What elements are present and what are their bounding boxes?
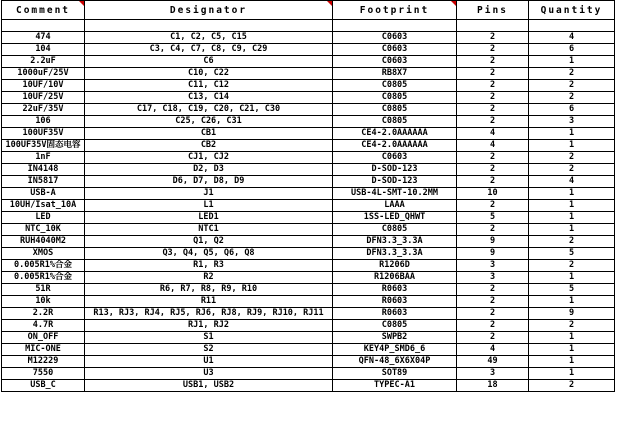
- cell-comment[interactable]: 474: [2, 32, 85, 44]
- cell-footprint[interactable]: C0603: [333, 44, 457, 56]
- column-header-comment[interactable]: [2, 1, 85, 20]
- cell-designator[interactable]: D2, D3: [85, 164, 333, 176]
- cell-pins[interactable]: 2: [457, 308, 529, 320]
- cell-comment[interactable]: 100UF35V固态电容: [2, 140, 85, 152]
- cell-footprint[interactable]: R0603: [333, 284, 457, 296]
- cell-note-marker-icon: [451, 1, 456, 6]
- cell-pins[interactable]: 4: [457, 128, 529, 140]
- table-row: [2, 248, 615, 260]
- cell-comment[interactable]: 0.005R1%合金: [2, 260, 85, 272]
- cell-designator[interactable]: C13, C14: [85, 92, 333, 104]
- cell-comment[interactable]: 1000uF/25V: [2, 68, 85, 80]
- table-row: [2, 320, 615, 332]
- cell-comment[interactable]: XMOS: [2, 248, 85, 260]
- cell-quantity[interactable]: 2: [529, 80, 615, 92]
- cell-designator[interactable]: R2: [85, 272, 333, 284]
- cell-quantity[interactable]: 1: [529, 272, 615, 284]
- cell-pins[interactable]: 3: [457, 368, 529, 380]
- table-row: [2, 200, 615, 212]
- cell-footprint[interactable]: 1SS-LED_QHWT: [333, 212, 457, 224]
- table-row: [2, 140, 615, 152]
- cell-comment[interactable]: MIC-ONE: [2, 344, 85, 356]
- cell-quantity[interactable]: 2: [529, 380, 615, 392]
- cell-pins[interactable]: 2: [457, 332, 529, 344]
- cell-pins[interactable]: 5: [457, 212, 529, 224]
- cell-pins[interactable]: 2: [457, 320, 529, 332]
- cell-note-marker-icon: [79, 1, 84, 6]
- column-header-label: Footprint: [359, 4, 430, 16]
- cell-pins[interactable]: 2: [457, 176, 529, 188]
- cell-quantity[interactable]: 1: [529, 128, 615, 140]
- cell-pins[interactable]: 2: [457, 152, 529, 164]
- table-row: [2, 92, 615, 104]
- cell-designator[interactable]: Q3, Q4, Q5, Q6, Q8: [85, 248, 333, 260]
- cell-quantity[interactable]: 6: [529, 44, 615, 56]
- cell-footprint[interactable]: C0603: [333, 32, 457, 44]
- cell-quantity[interactable]: [529, 20, 615, 32]
- cell-comment[interactable]: LED: [2, 212, 85, 224]
- cell-quantity[interactable]: 1: [529, 56, 615, 68]
- cell-pins[interactable]: 4: [457, 344, 529, 356]
- cell-designator[interactable]: S2: [85, 344, 333, 356]
- cell-pins[interactable]: 10: [457, 188, 529, 200]
- cell-pins[interactable]: 2: [457, 68, 529, 80]
- cell-quantity[interactable]: 1: [529, 200, 615, 212]
- cell-footprint[interactable]: C0603: [333, 152, 457, 164]
- table-row: [2, 104, 615, 116]
- cell-pins[interactable]: 2: [457, 284, 529, 296]
- cell-quantity[interactable]: 2: [529, 236, 615, 248]
- cell-quantity[interactable]: 2: [529, 320, 615, 332]
- cell-footprint[interactable]: SOT89: [333, 368, 457, 380]
- table-row: [2, 80, 615, 92]
- cell-designator[interactable]: C3, C4, C7, C8, C9, C29: [85, 44, 333, 56]
- cell-designator[interactable]: C17, C18, C19, C20, C21, C30: [85, 104, 333, 116]
- cell-quantity[interactable]: 4: [529, 32, 615, 44]
- cell-comment[interactable]: ON_OFF: [2, 332, 85, 344]
- cell-designator[interactable]: CB1: [85, 128, 333, 140]
- cell-pins[interactable]: 2: [457, 32, 529, 44]
- cell-comment[interactable]: 10k: [2, 296, 85, 308]
- table-row: [2, 224, 615, 236]
- cell-quantity[interactable]: 1: [529, 332, 615, 344]
- cell-quantity[interactable]: 1: [529, 296, 615, 308]
- cell-comment[interactable]: 10UH/Isat_10A: [2, 200, 85, 212]
- cell-quantity[interactable]: 1: [529, 344, 615, 356]
- table-row: [2, 164, 615, 176]
- table-row: [2, 188, 615, 200]
- cell-comment[interactable]: M12229: [2, 356, 85, 368]
- cell-footprint[interactable]: R1206BAA: [333, 272, 457, 284]
- table-body: [2, 20, 615, 392]
- cell-pins[interactable]: 49: [457, 356, 529, 368]
- cell-footprint[interactable]: C0805: [333, 224, 457, 236]
- cell-comment[interactable]: 2.2R: [2, 308, 85, 320]
- cell-pins[interactable]: 2: [457, 296, 529, 308]
- table-row: [2, 296, 615, 308]
- cell-comment[interactable]: USB-A: [2, 188, 85, 200]
- cell-designator[interactable]: J1: [85, 188, 333, 200]
- cell-pins[interactable]: 2: [457, 80, 529, 92]
- cell-designator[interactable]: U3: [85, 368, 333, 380]
- cell-designator[interactable]: Q1, Q2: [85, 236, 333, 248]
- cell-designator[interactable]: C1, C2, C5, C15: [85, 32, 333, 44]
- cell-pins[interactable]: [457, 20, 529, 32]
- cell-comment[interactable]: 1nF: [2, 152, 85, 164]
- cell-footprint[interactable]: RB8X7: [333, 68, 457, 80]
- cell-footprint[interactable]: DFN3.3_3.3A: [333, 236, 457, 248]
- cell-quantity[interactable]: 2: [529, 260, 615, 272]
- cell-footprint[interactable]: D-SOD-123: [333, 164, 457, 176]
- table-row: [2, 368, 615, 380]
- cell-pins[interactable]: 18: [457, 380, 529, 392]
- cell-quantity[interactable]: 2: [529, 68, 615, 80]
- cell-designator[interactable]: C10, C22: [85, 68, 333, 80]
- cell-quantity[interactable]: 1: [529, 368, 615, 380]
- cell-designator[interactable]: RJ1, RJ2: [85, 320, 333, 332]
- cell-designator[interactable]: C25, C26, C31: [85, 116, 333, 128]
- cell-designator[interactable]: R13, RJ3, RJ4, RJ5, RJ6, RJ8, RJ9, RJ10, RJ11: [85, 308, 333, 320]
- cell-footprint[interactable]: CE4-2.0AAAAAA: [333, 140, 457, 152]
- column-header-label: Designator: [169, 4, 248, 16]
- cell-footprint[interactable]: CE4-2.0AAAAAA: [333, 128, 457, 140]
- cell-footprint[interactable]: R0603: [333, 308, 457, 320]
- cell-comment[interactable]: 10UF/25V: [2, 92, 85, 104]
- cell-comment[interactable]: USB_C: [2, 380, 85, 392]
- header-row: [2, 1, 615, 20]
- cell-designator[interactable]: S1: [85, 332, 333, 344]
- cell-quantity[interactable]: 2: [529, 152, 615, 164]
- cell-comment[interactable]: 22uF/35V: [2, 104, 85, 116]
- cell-designator[interactable]: L1: [85, 200, 333, 212]
- table-row: [2, 380, 615, 392]
- cell-pins[interactable]: 2: [457, 104, 529, 116]
- cell-designator[interactable]: R6, R7, R8, R9, R10: [85, 284, 333, 296]
- cell-quantity[interactable]: 1: [529, 224, 615, 236]
- cell-footprint[interactable]: SWPB2: [333, 332, 457, 344]
- column-header-label: Pins: [477, 4, 508, 16]
- cell-footprint[interactable]: [333, 20, 457, 32]
- cell-footprint[interactable]: LAAA: [333, 200, 457, 212]
- cell-footprint[interactable]: C0805: [333, 80, 457, 92]
- table-row: [2, 44, 615, 56]
- cell-comment[interactable]: 0.005R1%合金: [2, 272, 85, 284]
- cell-designator[interactable]: R11: [85, 296, 333, 308]
- cell-footprint[interactable]: C0805: [333, 320, 457, 332]
- cell-designator[interactable]: D6, D7, D8, D9: [85, 176, 333, 188]
- cell-comment[interactable]: [2, 20, 85, 32]
- table-row: [2, 56, 615, 68]
- cell-designator[interactable]: NTC1: [85, 224, 333, 236]
- cell-quantity[interactable]: 2: [529, 164, 615, 176]
- cell-comment[interactable]: 7550: [2, 368, 85, 380]
- cell-pins[interactable]: 2: [457, 116, 529, 128]
- cell-designator[interactable]: USB1, USB2: [85, 380, 333, 392]
- cell-quantity[interactable]: 4: [529, 176, 615, 188]
- cell-comment[interactable]: 4.7R: [2, 320, 85, 332]
- table-row: [2, 128, 615, 140]
- cell-comment[interactable]: IN5817: [2, 176, 85, 188]
- cell-quantity[interactable]: 5: [529, 284, 615, 296]
- table-row: [2, 284, 615, 296]
- cell-designator[interactable]: CB2: [85, 140, 333, 152]
- table-row: [2, 272, 615, 284]
- cell-pins[interactable]: 2: [457, 164, 529, 176]
- cell-footprint[interactable]: TYPEC-A1: [333, 380, 457, 392]
- cell-pins[interactable]: 3: [457, 272, 529, 284]
- cell-footprint[interactable]: C0805: [333, 92, 457, 104]
- table-row: [2, 308, 615, 320]
- cell-designator[interactable]: C6: [85, 56, 333, 68]
- cell-quantity[interactable]: 5: [529, 248, 615, 260]
- table-row: [2, 176, 615, 188]
- cell-pins[interactable]: 2: [457, 200, 529, 212]
- cell-comment[interactable]: RUH4040M2: [2, 236, 85, 248]
- cell-designator[interactable]: R1, R3: [85, 260, 333, 272]
- table-row: [2, 344, 615, 356]
- column-header-label: Quantity: [540, 4, 603, 16]
- cell-quantity[interactable]: 3: [529, 116, 615, 128]
- cell-footprint[interactable]: C0805: [333, 116, 457, 128]
- table-row: [2, 152, 615, 164]
- cell-quantity[interactable]: 1: [529, 140, 615, 152]
- cell-comment[interactable]: 2.2uF: [2, 56, 85, 68]
- cell-pins[interactable]: 4: [457, 140, 529, 152]
- cell-pins[interactable]: 9: [457, 248, 529, 260]
- table-row: [2, 212, 615, 224]
- cell-designator[interactable]: LED1: [85, 212, 333, 224]
- cell-footprint[interactable]: KEY4P_SMD6_6: [333, 344, 457, 356]
- cell-pins[interactable]: 2: [457, 92, 529, 104]
- table-row: [2, 32, 615, 44]
- cell-comment[interactable]: 10UF/10V: [2, 80, 85, 92]
- cell-designator[interactable]: U1: [85, 356, 333, 368]
- column-header-label: Comment: [15, 4, 71, 16]
- cell-pins[interactable]: 2: [457, 224, 529, 236]
- cell-footprint[interactable]: C0805: [333, 104, 457, 116]
- cell-quantity[interactable]: 9: [529, 308, 615, 320]
- cell-quantity[interactable]: 2: [529, 92, 615, 104]
- cell-quantity[interactable]: 6: [529, 104, 615, 116]
- cell-footprint[interactable]: R1206D: [333, 260, 457, 272]
- cell-pins[interactable]: 3: [457, 260, 529, 272]
- cell-comment[interactable]: 104: [2, 44, 85, 56]
- cell-footprint[interactable]: C0603: [333, 56, 457, 68]
- table-row: [2, 260, 615, 272]
- cell-footprint[interactable]: DFN3.3_3.3A: [333, 248, 457, 260]
- cell-pins[interactable]: 2: [457, 56, 529, 68]
- table-row: [2, 356, 615, 368]
- cell-comment[interactable]: 51R: [2, 284, 85, 296]
- cell-note-marker-icon: [327, 1, 332, 6]
- column-header-designator[interactable]: [85, 1, 333, 20]
- cell-quantity[interactable]: 1: [529, 188, 615, 200]
- cell-footprint[interactable]: QFN-48_6X6X04P: [333, 356, 457, 368]
- cell-comment[interactable]: 106: [2, 116, 85, 128]
- cell-designator[interactable]: C11, C12: [85, 80, 333, 92]
- cell-designator[interactable]: [85, 20, 333, 32]
- cell-comment[interactable]: IN4148: [2, 164, 85, 176]
- cell-footprint[interactable]: USB-4L-SMT-10.2MM: [333, 188, 457, 200]
- table-row: [2, 116, 615, 128]
- cell-quantity[interactable]: 1: [529, 212, 615, 224]
- table-row: [2, 68, 615, 80]
- column-header-quantity[interactable]: [529, 1, 615, 20]
- cell-comment[interactable]: NTC_10K: [2, 224, 85, 236]
- table-row: [2, 236, 615, 248]
- table-row: [2, 332, 615, 344]
- cell-designator[interactable]: CJ1, CJ2: [85, 152, 333, 164]
- cell-comment[interactable]: 100UF35V: [2, 128, 85, 140]
- cell-pins[interactable]: 2: [457, 44, 529, 56]
- bom-table: [1, 0, 615, 392]
- column-header-footprint[interactable]: [333, 1, 457, 20]
- cell-footprint[interactable]: D-SOD-123: [333, 176, 457, 188]
- table-row: [2, 20, 615, 32]
- column-header-pins[interactable]: [457, 1, 529, 20]
- cell-quantity[interactable]: 1: [529, 356, 615, 368]
- cell-footprint[interactable]: R0603: [333, 296, 457, 308]
- cell-pins[interactable]: 9: [457, 236, 529, 248]
